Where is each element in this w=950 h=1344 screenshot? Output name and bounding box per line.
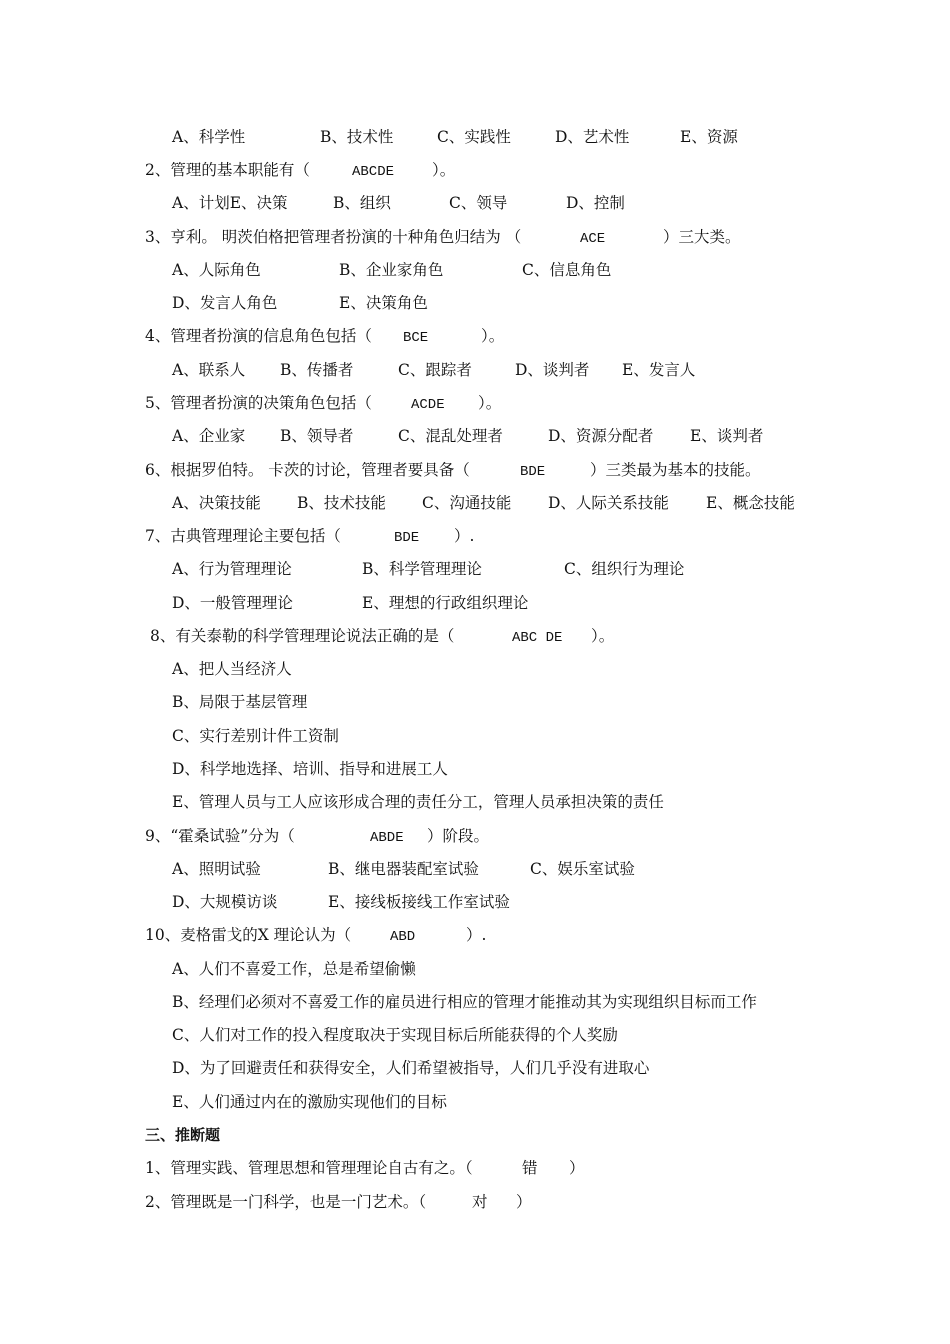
line-text: C、实践性: [437, 128, 511, 146]
line-text: D、艺术性: [555, 128, 630, 146]
line-text: B、经理们必须对不喜爱工作的雇员进行相应的管理才能推动其为实现组织目标而工作: [172, 993, 757, 1011]
line-text: A、人际角色: [172, 261, 261, 279]
line-text: B、科学管理理论: [362, 560, 482, 578]
line-text: B、局限于基层管理: [172, 693, 308, 711]
line-text: B、组织: [333, 194, 391, 212]
line-text: E、人们通过内在的激励实现他们的目标: [172, 1093, 447, 1111]
line-text: 10、麦格雷戈的X 理论认为（: [145, 926, 352, 944]
line-text: ）。: [591, 627, 615, 645]
line-text: E、发言人: [622, 361, 696, 379]
line-text: 7、古典管理理论主要包括（: [145, 527, 341, 545]
line-text: C、混乱处理者: [398, 427, 503, 445]
line-text: C、沟通技能: [422, 494, 512, 512]
line-text: B、领导者: [280, 427, 354, 445]
answer-text: ABD: [390, 929, 416, 945]
line-text: C、组织行为理论: [564, 560, 685, 578]
line-text: B、技术性: [320, 128, 394, 146]
answer-text: BDE: [520, 464, 546, 480]
line-text: 2、管理的基本职能有（: [145, 161, 310, 179]
line-text: E、管理人员与工人应该形成合理的责任分工，管理人员承担决策的责任: [172, 793, 664, 811]
line-text: ）。: [432, 161, 456, 179]
line-text: 4、管理者扮演的信息角色包括（: [145, 327, 372, 345]
line-text: E、决策角色: [339, 294, 428, 312]
line-text: D、控制: [566, 194, 625, 212]
line-text: 9、“霍桑试验”分为（: [145, 827, 295, 845]
line-text: E、谈判者: [690, 427, 764, 445]
line-text: D、人际关系技能: [548, 494, 669, 512]
line-text: A、企业家: [172, 427, 246, 445]
answer-text: ABDE: [370, 830, 404, 846]
line-text: C、信息角色: [522, 261, 612, 279]
line-text: B、技术技能: [297, 494, 386, 512]
line-text: ）。: [481, 327, 505, 345]
line-text: A、联系人: [172, 361, 246, 379]
answer-text: BCE: [403, 330, 429, 346]
answer-text: ABC DE: [512, 630, 563, 646]
line-text: 5、管理者扮演的决策角色包括（: [145, 394, 372, 412]
line-text: E、接线板接线工作室试验: [328, 893, 510, 911]
line-text: D、发言人角色: [172, 294, 278, 312]
line-text: A、人们不喜爱工作，总是希望偷懒: [172, 960, 416, 978]
line-text: ）: [516, 1193, 532, 1211]
line-text: 8、有关泰勒的科学管理理论说法正确的是（: [150, 627, 455, 645]
line-text: D、科学地选择、培训、指导和进展工人: [172, 760, 448, 778]
line-text: ）三类最为基本的技能。: [590, 461, 761, 479]
line-text: C、跟踪者: [398, 361, 472, 379]
line-text: E、概念技能: [706, 494, 795, 512]
answer-text: ACE: [580, 231, 606, 247]
line-text: B、企业家角色: [339, 261, 444, 279]
answer-text: BDE: [394, 530, 420, 546]
line-text: D、资源分配者: [548, 427, 654, 445]
line-text: E、理想的行政组织理论: [362, 594, 529, 612]
line-text: ）三大类。: [663, 228, 741, 246]
line-text: A、决策技能: [172, 494, 261, 512]
line-text: D、大规模访谈: [172, 893, 278, 911]
line-text: A、把人当经济人: [172, 660, 292, 678]
line-text: A、计划E、决策: [172, 194, 288, 212]
answer-text: ABCDE: [352, 164, 395, 180]
line-text: 3、亨利。 明茨伯格把管理者扮演的十种角色归结为 （: [145, 228, 522, 246]
line-text: 对: [472, 1193, 488, 1211]
line-text: ）.: [466, 926, 487, 944]
line-text: D、一般管理理论: [172, 594, 293, 612]
line-text: A、照明试验: [172, 860, 261, 878]
answer-text: ACDE: [411, 397, 445, 413]
line-text: ）阶段。: [427, 827, 490, 845]
line-text: D、谈判者: [515, 361, 590, 379]
line-text: ）: [569, 1159, 585, 1177]
line-text: 6、根据罗伯特。 卡茨的讨论，管理者要具备（: [145, 461, 470, 479]
line-text: ）。: [478, 394, 502, 412]
line-text: B、继电器装配室试验: [328, 860, 479, 878]
line-text: C、领导: [449, 194, 508, 212]
line-text: 错: [522, 1159, 538, 1177]
line-text: A、行为管理理论: [172, 560, 292, 578]
line-text: 1、管理实践、管理思想和管理理论自古有之。（: [145, 1159, 473, 1177]
line-text: C、娱乐室试验: [530, 860, 635, 878]
line-text: E、资源: [680, 128, 738, 146]
line-text: A、科学性: [172, 128, 246, 146]
line-text: D、为了回避责任和获得安全，人们希望被指导，人们几乎没有进取心: [172, 1059, 650, 1077]
line-text: ）.: [454, 527, 475, 545]
line-text: C、实行差别计件工资制: [172, 727, 339, 745]
section-heading: 三、推断题: [145, 1126, 221, 1144]
line-text: 2、管理既是一门科学，也是一门艺术。（: [145, 1193, 427, 1211]
line-text: C、人们对工作的投入程度取决于实现目标后所能获得的个人奖励: [172, 1026, 618, 1044]
line-text: B、传播者: [280, 361, 354, 379]
